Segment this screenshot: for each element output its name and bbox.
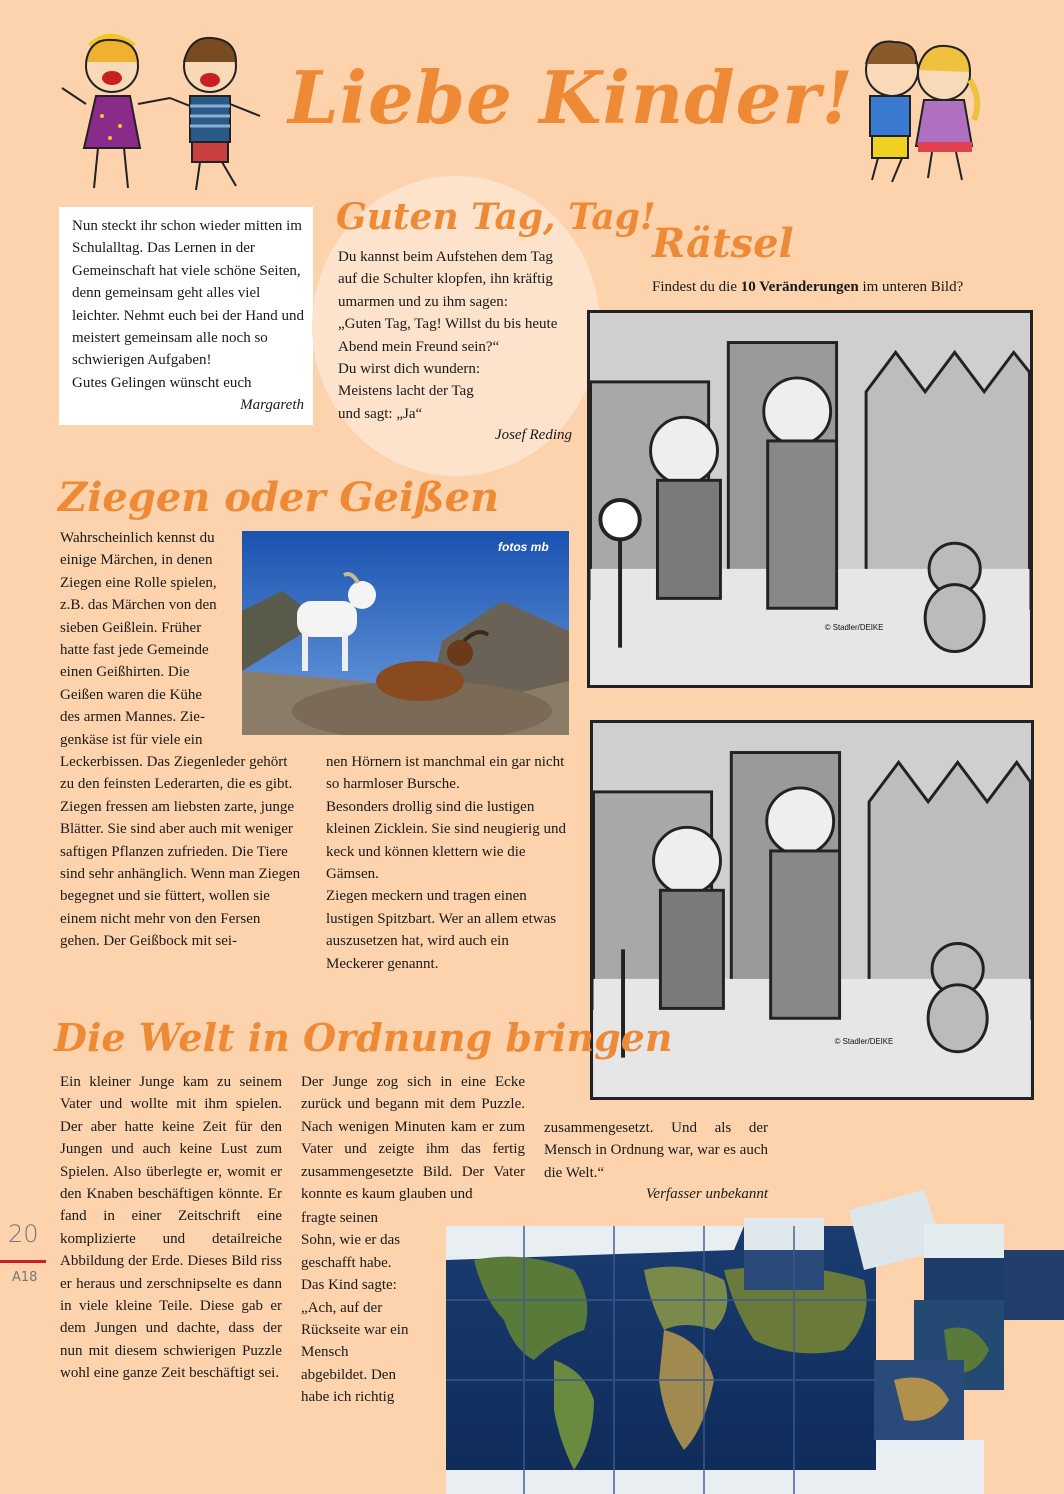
poem-title: Guten Tag, Tag! <box>336 196 656 238</box>
ziegen-line: einen Geißhirten. Die <box>60 664 190 681</box>
poem-line: Meistens lacht der Tag <box>338 383 474 400</box>
raetsel-title: Rätsel <box>652 220 794 267</box>
welt-author: Verfasser unbekannt <box>645 1186 768 1202</box>
ziegen-line: einige Märchen, in denen <box>60 552 213 569</box>
section-code: A18 <box>12 1270 38 1285</box>
ziegen-line: hatte fast jede Gemeinde <box>60 642 209 659</box>
ziegen-line: z.B. das Märchen von den <box>60 597 217 614</box>
raetsel-prompt-before: Findest du die <box>652 279 741 295</box>
ziegen-title: Ziegen oder Geißen <box>58 474 500 521</box>
poem-line: umarmen und zu ihm sagen: <box>338 293 508 310</box>
raetsel-prompt-bold: 10 Veränderungen <box>740 279 859 295</box>
world-map-puzzle-image <box>444 1180 1064 1494</box>
intro-greeting: Gutes Gelingen wünscht euch <box>72 374 252 391</box>
copyright-label: © Stadler/DEIKE <box>834 1036 894 1046</box>
copyright-label: © Stadler/DEIKE <box>824 622 884 632</box>
ziegen-line: sieben Geißlein. Früher <box>60 619 202 636</box>
raetsel-prompt <box>652 276 1012 298</box>
ziegen-paragraph: Leckerbissen. Das Ziegenleder gehört zu den feinsten Lederarten, die es gibt. <box>60 754 293 793</box>
ziegen-line: Wahrscheinlich kennst du <box>60 530 215 546</box>
page-number: 20 <box>8 1220 39 1248</box>
intro-paragraph: Nun steckt ihr schon wieder mitten im Schulalltag. Das Lernen in der Gemeinschaft hat viele schöne Seiten, denn gemeinsam geht alles viel leichter. Nehmt euch bei der Hand und meistert gemeinsam alle noch so schwierigen Aufgaben! <box>72 218 305 369</box>
ziegen-col1-bottom <box>60 751 302 953</box>
ziegen-line: Geißen waren die Kühe <box>60 686 203 703</box>
welt-col3: zusammengesetzt. Und als der Mensch in Ordnung war, war es auch die Welt.“ <box>544 1120 768 1181</box>
ziegen-paragraph: Besonders drollig sind die lustigen kleinen Zicklein. Sie sind neugierig und keck und können klettern wie die Gämsen. <box>326 798 566 883</box>
photo-credit: fotos mb <box>498 540 549 554</box>
ziegen-line: des armen Mannes. Zie- <box>60 709 205 726</box>
goat-photo <box>242 531 569 735</box>
poem-line: auf die Schulter klopfen, ihn kräftig <box>338 271 553 288</box>
ziegen-paragraph: nen Hörnern ist manchmal ein gar nicht so harmloser Bursche. <box>326 754 565 793</box>
poem-line: Du kannst beim Aufstehen dem Tag <box>338 249 553 265</box>
poem-line: Abend mein Freund sein?“ <box>338 338 500 355</box>
page-title: Liebe Kinder! <box>288 55 854 140</box>
welt-title: Die Welt in Ordnung bringen <box>54 1015 673 1060</box>
footer-rule <box>0 1260 46 1263</box>
poem-text <box>338 246 588 425</box>
poem-author: Josef Reding <box>494 427 572 443</box>
welt-col1: Ein kleiner Junge kam zu seinem Vater und wollte mit ihm spielen. Der aber hatte keine Zeit für den Jungen und auch keine Lust zum Spielen. Also überlegte er, womit er den Knaben beschäftigen könnte. Er fand in einer Zeitschrift eine komplizierte und detailreiche Abbildung der Erde. Dieses Bild riss er heraus und zerschnipselte es dann in viele kleine Teile. Diese gab er dem Jungen und dachte, dass der nun mit diesem schwierigen Puzzle wohl eine ganze Zeit beschäftigt sei. <box>60 1074 282 1382</box>
poem-line: „Guten Tag, Tag! Willst du bis heute <box>338 316 558 333</box>
welt-col2-narrow: fragte seinen Sohn, wie er das geschafft habe. Das Kind sagte: „Ach, auf der Rückseite war ein Mensch abgebildet. Den habe ich richtig <box>301 1210 409 1406</box>
raetsel-prompt-after: im unteren Bild? <box>858 279 964 295</box>
intro-text <box>72 215 304 417</box>
poem-line: und sagt: „Ja“ <box>338 405 423 422</box>
puzzle-image-original <box>587 310 1033 688</box>
ziegen-col1-top <box>60 527 240 751</box>
intro-signature: Margareth <box>240 397 304 414</box>
children-hugging-illustration <box>832 30 1002 190</box>
poem-line: Du wirst dich wundern: <box>338 361 481 378</box>
ziegen-col2 <box>326 751 566 975</box>
ziegen-line: Ziegen eine Rolle spielen, <box>60 574 217 591</box>
welt-col2-top: Der Junge zog sich in eine Ecke zurück und begann mit dem Puzzle. Nach wenigen Minuten kam er zum Vater und zeigte ihm das fertig zusammengesetzte Bild. Der Vater konnte es kaum glauben und <box>301 1074 525 1203</box>
ziegen-paragraph: Ziegen fressen am liebsten zarte, junge Blätter. Sie sind aber auch mit weniger saftigen Pflanzen zufrieden. Die Tiere sind sehr anhänglich. Wenn man Ziegen begegnet und sie füttert, wollen sie einem nicht mehr von den Fersen gehen. Der Geißbock mit sei- <box>60 798 301 950</box>
ziegen-line: genkäse ist für viele ein <box>60 731 203 748</box>
children-holding-hands-illustration <box>50 18 275 198</box>
ziegen-paragraph: Ziegen meckern und tragen einen lustigen Spitzbart. Wer an allem etwas auszusetzen hat, wird auch ein Meckerer genannt. <box>326 888 557 972</box>
